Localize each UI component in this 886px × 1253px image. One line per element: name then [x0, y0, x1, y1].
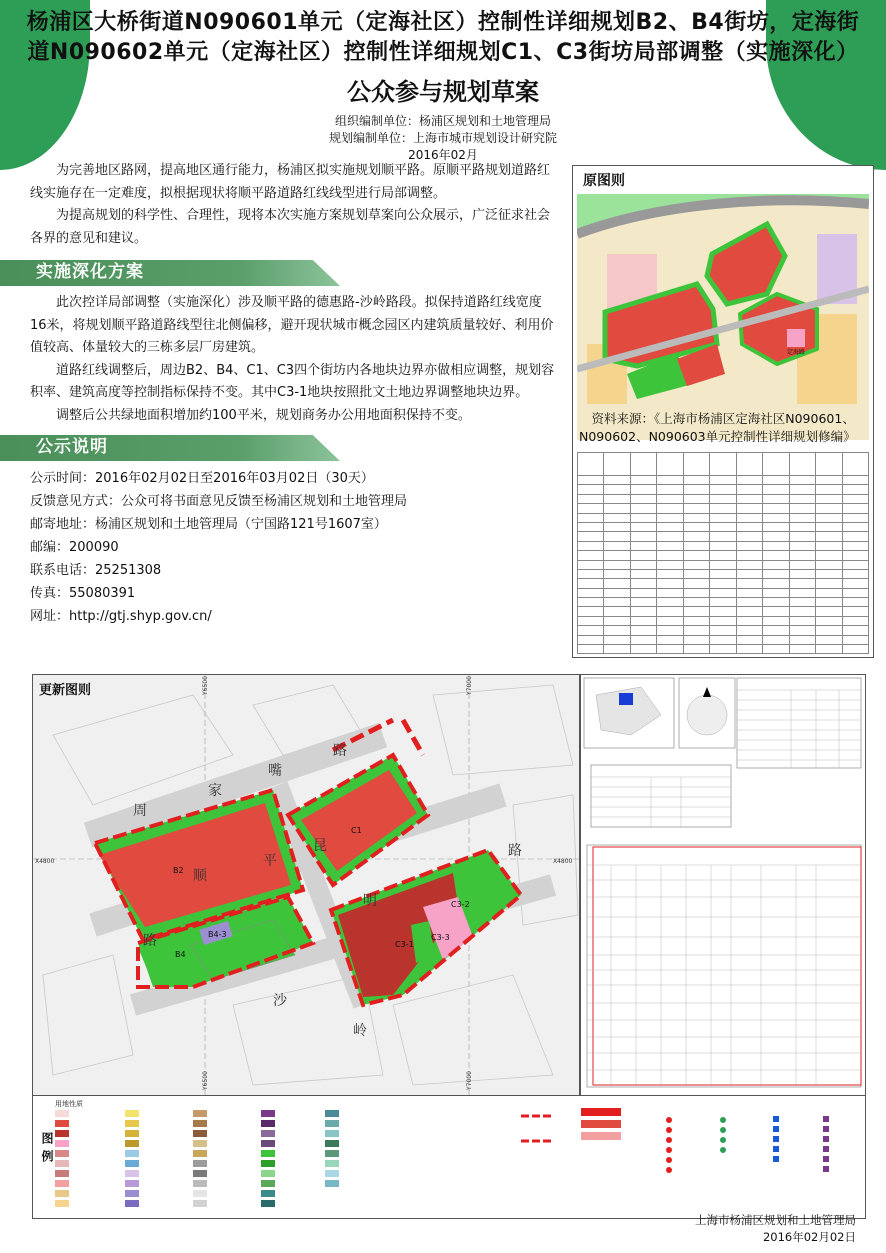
original-plan-title: 原图则 — [583, 173, 625, 189]
map-label: 定海路 — [787, 349, 806, 356]
svg-text:X4800: X4800 — [553, 858, 573, 865]
notice-fax: 传真：55080391 — [30, 586, 136, 601]
legend-side-label: 图例 — [40, 1132, 54, 1168]
svg-text:昆: 昆 — [313, 838, 327, 854]
footer-org: 上海市杨浦区规划和土地管理局 — [695, 1213, 856, 1227]
title-line-2: 道N090602单元（定海社区）控制性详细规划C1、C3街坊局部调整（实施深化） — [27, 40, 859, 65]
svg-text:明: 明 — [363, 893, 377, 909]
original-plan-map — [577, 194, 869, 440]
plan-paragraph-2: 道路红线调整后，周边B2、B4、C1、C3四个街坊内各地块边界亦做相应调整，规划容积率、建筑高度等控制指标保持不变。其中C3-1地块按照批文土地边界调整地块边界。 — [30, 362, 555, 400]
intro-paragraph-2: 为提高规划的科学性、合理性，现将本次实施方案规划草案向公众展示，广泛征求社会各界的意见和建议。 — [30, 208, 551, 246]
section-title: 公示说明 — [36, 437, 108, 457]
svg-text:岭: 岭 — [353, 1023, 367, 1039]
title-line-1: 杨浦区大桥街道N090601单元（定海社区）控制性详细规划B2、B4街坊，定海街 — [26, 10, 860, 35]
organizer: 组织编制单位：杨浦区规划和土地管理局 — [334, 114, 551, 128]
control-table-panel — [580, 674, 866, 1096]
notice-feedback: 反馈意见方式：公众可将书面意见反馈至杨浦区规划和土地管理局 — [30, 494, 408, 509]
original-plan-panel — [572, 165, 874, 658]
source-note: 资料来源：《上海市杨浦区定海社区N090601、N090602、N090603单元控制性详细规划修编》 — [579, 411, 856, 444]
section-header-plan — [0, 260, 558, 286]
notice-info — [30, 467, 558, 628]
svg-text:C3-1: C3-1 — [395, 940, 414, 949]
control-table-graphic — [581, 675, 865, 1095]
svg-text:Y6500: Y6500 — [202, 676, 209, 695]
svg-text:X4800: X4800 — [35, 858, 55, 865]
svg-text:B2: B2 — [173, 866, 184, 875]
svg-text:嘴: 嘴 — [268, 763, 282, 779]
notice-time: 公示时间：2016年02月02日至2016年03月02日（30天） — [30, 471, 374, 486]
updated-plan-title: 更新图则 — [39, 683, 92, 698]
footer — [695, 1212, 856, 1246]
svg-text:B4: B4 — [175, 950, 186, 959]
svg-text:Y7000: Y7000 — [466, 676, 473, 695]
svg-text:C3-3: C3-3 — [431, 933, 450, 942]
intro-paragraph-1: 为完善地区路网，提高地区通行能力，杨浦区拟实施规划顺平路。原顺平路规划道路红线实施存在一定难度，拟根据现状将顺平路道路红线线型进行局部调整。 — [30, 163, 551, 201]
page-header — [0, 0, 886, 163]
notice-address: 邮寄地址：杨浦区规划和土地管理局（宁国路121号1607室） — [30, 517, 387, 532]
notice-phone: 联系电话：25251308 — [30, 563, 162, 578]
section-header-notice — [0, 435, 558, 461]
original-control-table — [577, 452, 869, 654]
updated-plan-panel — [32, 674, 580, 1096]
text-column — [30, 160, 558, 628]
svg-text:路: 路 — [508, 843, 522, 859]
page-title: 公众参与规划草案 — [347, 78, 539, 106]
notice-postcode: 邮编：200090 — [30, 540, 119, 555]
svg-text:Y6500: Y6500 — [202, 1071, 209, 1090]
legend-section-title: 用地性质 — [55, 1100, 83, 1108]
original-map-graphic — [577, 194, 869, 440]
original-table-grid — [577, 452, 869, 654]
svg-text:路: 路 — [333, 743, 347, 759]
svg-text:C1: C1 — [351, 826, 362, 835]
legend-panel — [32, 1095, 866, 1219]
svg-text:沙: 沙 — [273, 993, 287, 1009]
notice-website[interactable]: 网址：http://gtj.shyp.gov.cn/ — [30, 609, 212, 624]
svg-text:B4-3: B4-3 — [208, 930, 227, 939]
svg-text:周: 周 — [133, 803, 147, 819]
plan-paragraph-3: 调整后公共绿地面积增加约100平米，规划商务办公用地面积保持不变。 — [56, 407, 471, 423]
planner: 规划编制单位：上海市城市规划设计研究院 — [328, 131, 557, 145]
legend-graphic — [33, 1096, 865, 1218]
issue-date: 2016年02月 — [408, 148, 478, 162]
svg-text:顺: 顺 — [193, 868, 207, 884]
svg-text:平: 平 — [263, 853, 277, 869]
svg-text:C3-2: C3-2 — [451, 900, 470, 909]
plan-paragraph-1: 此次控详局部调整（实施深化）涉及顺平路的德惠路-沙岭路段。拟保持道路红线宽度16米，将规划顺平路道路线型往北侧偏移，避开现状城市概念园区内建筑质量较好、利用价值较高、体量较大的三栋多层厂房建筑。 — [30, 295, 554, 355]
svg-text:家: 家 — [208, 783, 222, 799]
footer-date: 2016年02月02日 — [762, 1230, 856, 1244]
svg-text:Y7000: Y7000 — [466, 1071, 473, 1090]
updated-map-graphic — [33, 675, 579, 1095]
section-title: 实施深化方案 — [36, 262, 144, 282]
svg-text:路: 路 — [143, 933, 157, 949]
